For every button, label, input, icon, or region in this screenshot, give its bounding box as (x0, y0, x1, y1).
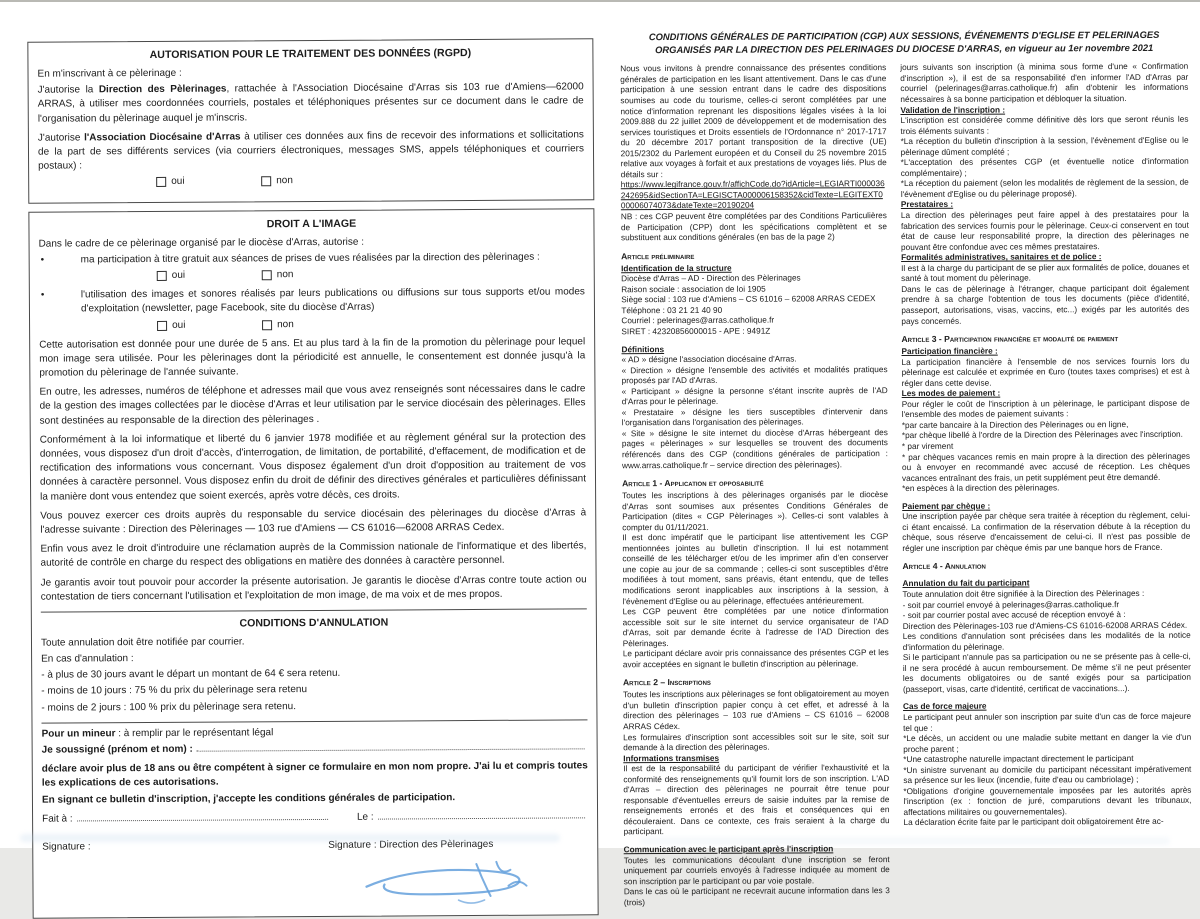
fait-a-label: Fait à : (42, 813, 73, 825)
option-oui (157, 318, 262, 333)
rgpd-intro: En m'inscrivant à ce pèlerinage : (37, 67, 182, 80)
option-non-label: non (277, 318, 294, 330)
option-oui (157, 268, 262, 283)
hyperlink-text: https://www.legifrance.gouv.fr/affichCode.do?idArticle=LEGIARTI000036242695&idSectionTA=LEGISCTA000006158352&cidTexte=LEGITEXT000006074073&dateTexte=20190204 (620, 179, 885, 211)
droit-image-paragraph: Cette autorisation est donnée pour une durée de 5 ans. Et au plus tard à la fin de la promotion du pèlerinage pour lequel mon image sera utilisée. Pour les pèlerinages dont la périodicité est annuelle, le consentement est donnée jusqu'à la promotion du pèlerinage de l'année suivante. (39, 336, 586, 379)
droit-image-paragraph: Vous pouvez exercer ces droits auprès du responsable du service diocésain des pèlerinages du diocèse d'Arras à l'adresse suivante : Direction des Pèlerinages — 103 rue d'Amiens — CS 61016—62008 ARRAS Cedex. (40, 507, 587, 536)
info-line: Téléphone : 03 21 21 40 90 (621, 305, 723, 316)
left-page-form (27, 38, 598, 919)
section-subheading: Paiement par chèque : (902, 501, 991, 511)
article-heading: Article 2 – Inscriptions (622, 677, 711, 688)
paragraph: *par chèque libellé à l'ordre de la Direction des Pèlerinages avec l'inscription. (901, 430, 1183, 441)
fait-a-line (42, 811, 331, 827)
paragraph: Le participant déclare avoir pris connaissance des présentes CGP et les avoir acceptées en signant le bulletin d'inscription au pèlerinage. (622, 648, 889, 670)
paragraph: NB : ces CGP peuvent être complétées par des Conditions Particulières de Participation (CPP) dont les spécifications complètent et se substituent aux conditions générales (en bas de la page 2) (620, 211, 887, 243)
conditions-column-2 (900, 62, 1192, 907)
section-subheading: Validation de l'inscription : (900, 105, 1006, 115)
signature-row (42, 837, 588, 911)
rgpd-paragraph-1 (38, 81, 584, 127)
paragraph: « Direction » désigne l'ensemble des activités et modalités pratiques proposés par l'AD d'Arras. (621, 364, 888, 386)
fill-in-dotted-line (378, 817, 585, 819)
declare-text (42, 760, 588, 792)
scan-edge (0, 0, 1200, 2)
paragraph: Une inscription payée par chèque sera traitée à réception du règlement, celui-ci étant encaissé. La confirmation de la réservation débute à la réception du chèque, sous réserve d'encaissement de celui-ci. Il n'est pas possible de régler une inscription par chèque émis par une banque hors de France. (902, 511, 1191, 553)
option-non (262, 317, 367, 332)
section-subheading: Définitions (621, 344, 665, 354)
droit-image-paragraph: Enfin vous avez le droit d'introduire une réclamation auprès de la Commission nationale de l'informatique et des libertés, autorité de contrôle en charge du respect des obligations en matière des données à caractère personnel. (40, 540, 587, 569)
rgpd-paragraph-2 (38, 128, 584, 174)
checkbox-non-icon (262, 270, 272, 280)
rgpd-consent-row (156, 173, 584, 190)
paragraph: Dans le cas de pèlerinage à l'étranger, chaque participant doit également prendre à sa charge l'obtention de tous les documents (pièce d'identité, passeport, autorisations, visas, vaccins, etc...) exigés par les autorités des pays concernés. (901, 283, 1190, 326)
info-line: Siège social : 103 rue d'Amiens – CS 61016 – 62008 ARRAS CEDEX (621, 294, 876, 305)
text-run-bold: Pour un mineur (41, 728, 116, 740)
annulation-section (41, 608, 588, 715)
section-subheading: Cas de force majeure (903, 702, 987, 712)
annulation-line: - moins de 10 jours : 75 % du prix du pèlerinage sera retenu (41, 684, 308, 698)
direction-signature-label: Signature : Direction des Pèlerinages (328, 838, 494, 851)
option-non (261, 174, 366, 189)
option-oui-label: oui (171, 269, 186, 281)
bullet-icon: • (40, 254, 45, 266)
paragraph: - soit par courriel envoyé à pelerinages@arras.catholique.fr (902, 599, 1120, 610)
accept-text (42, 790, 588, 808)
participant-signature-label: Signature : (42, 841, 91, 853)
option-non-label: non (276, 269, 294, 281)
checkbox-oui-icon (157, 320, 167, 330)
bullet-icon: • (40, 289, 45, 301)
text-run-bold: l'Association Diocésaine d'Arras (84, 131, 241, 144)
two-column-text (620, 62, 1192, 908)
fill-in-dotted-line (77, 819, 328, 822)
text-run-bold: Direction des Pèlerinages (98, 83, 227, 96)
paragraph: Toutes les communications découlant d'une inscription se feront uniquement par courriels envoyés à l'adresse indiquée au moment de son inscription par le participant ou par voie postale. (623, 854, 890, 886)
paragraph: *Un sinistre survenant au domicile du participant nécessitant impérativement sa présence sur les lieux (incendie, fuite d'eau ou cambriolage) ; (903, 764, 1192, 786)
section-subheading: Prestataires : (900, 200, 954, 210)
droit-image-paragraph: Je garantis avoir tout pouvoir pour accorder la présente autorisation. Je garantis le diocèse d'Arras contre toute action ou contestation de tiers concernant l'utilisation et l'exploitation de mon image, de ma voix et de mes propos. (40, 573, 587, 603)
article-heading: Article 1 - Application et opposabilité (622, 477, 764, 489)
paragraph: * par chèques vacances remis en main propre à la direction des pèlerinages ou à envoyer en recommandé avec accusé de réception. Les chèques vacances entraînant des frais, un petit supplément peut être demandé. (901, 451, 1191, 483)
article-heading: Article préliminaire (621, 250, 695, 261)
text-run: , rattachée à l'Association Diocésaine d'Arras sis 103 rue d'Amiens—62000 ARRAS, à utiliser mes coordonnées courriels, postales et téléphoniques présentes sur ce document dans le cadre de l'organisation du pèlerinage auquel je m'inscris. (37, 81, 584, 125)
info-line: Diocèse d'Arras – AD - Direction des Pèlerinages (621, 273, 801, 284)
paragraph: Toutes les inscriptions aux pèlerinages se font obligatoirement au moyen d'un bulletin d'inscription papier conçu à cet effet, et adressé à la direction des pèlerinages – 103 rue d'Amiens – CS 61016 – 62008 ARRAS Cédex. (622, 689, 890, 732)
conditions-column-1 (620, 63, 890, 908)
bullet1-consent-row (157, 266, 585, 283)
option-non-label: non (276, 175, 293, 187)
paragraph: Les CGP peuvent être complétées par une notice d'information accessible soit sur le site internet du service organisateur de l'AD d'Arras, soit par demande écrite à l'adresse de l'AD Direction des Pèlerinages. (622, 606, 889, 648)
paragraph: *en espèces à la direction des pèlerinages. (902, 483, 1060, 494)
paragraph: *Une catastrophe naturelle impactant directement le participant (903, 754, 1134, 765)
section-subheading: Informations transmises (623, 753, 720, 763)
paragraph: jours suivants son inscription (à minima sous forme d'une « Confirmation d'inscription »), il est de sa responsabilité d'en informer l'AD d'Arras par courriel (pelerinages@arras.catholique.fr) afin d'obtenir les informations nécessaires à sa bonne participation et débloquer la situation. (900, 62, 1189, 105)
paragraph: Il est de la responsabilité du participant de vérifier l'exhaustivité et la conformité des renseignements qu'il fournit lors de son inscription. L'AD d'Arras – direction des pèlerinages ne pourrait être tenue pour responsable d'éventuelles erreurs de saisie induites par la remise de renseignements erronés et des frais et conséquences qui en découleraient. Dans ce contexte, ces frais seraient à la charge du participant. (623, 763, 890, 837)
bullet-item-2 (39, 285, 585, 317)
info-line: Courriel : pelerinages@arras.catholique.fr (621, 315, 775, 326)
fait-le-row (42, 809, 588, 827)
paragraph: Toute annulation doit être signifiée à la Direction des Pèlerinages : (902, 588, 1145, 600)
scan-artifact (640, 837, 1170, 845)
paragraph: Il est à la charge du participant de se plier aux formalités de police, douanes et santé à tout moment du pèlerinage. (901, 262, 1190, 284)
mineur-lead (42, 724, 588, 742)
soussigne-label: Je soussigné (prénom et nom) : (41, 743, 193, 756)
option-oui (156, 175, 261, 190)
article-heading: Article 4 - Annulation (902, 561, 986, 572)
paragraph: Dans le cas où le participant ne recevrait aucune information dans les 3 (trois) (623, 886, 890, 907)
droit-image-intro: Dans le cadre de ce pèlerinage organisé par le diocèse d'Arras, autorise : (38, 236, 365, 250)
right-page-conditions (620, 29, 1192, 909)
paragraph: Le participant peut annuler son inscription par suite d'un cas de force majeure tel que : (903, 711, 1192, 733)
paragraph: *L'acceptation des présentes CGP (et éventuelle notice d'information complémentaire) ; (900, 157, 1189, 178)
paragraph: La déclaration écrite faite par le participant doit obligatoirement être ac- (903, 817, 1164, 828)
annulation-line: En cas d'annulation : (41, 653, 134, 665)
droit-image-title: DROIT A L'IMAGE (266, 217, 357, 230)
paragraph: La direction des pèlerinages peut faire appel à des prestataires pour la fabrication des services fournis pour le pèlerinage. Ceux-ci conservent en tout état de cause leur responsabilité propre, la direction des pèlerinages ne pouvant être confondue avec ces mêmes prestataires. (900, 209, 1190, 252)
paragraph: Direction des Pèlerinages-103 rue d'Amiens-CS 61016-62008 ARRAS Cédex. (902, 620, 1188, 631)
text-run: à utiliser ces données aux fins de recevoir des informations et sollicitations de la part de ses différents services (via courriers électroniques, messages SMS, appels téléphoniques et courriers postaux) : (37, 129, 585, 172)
option-oui-label: oui (171, 176, 185, 188)
bullet-item-1 (39, 250, 585, 268)
paragraph: *par carte bancaire à la Direction des Pèlerinages ou en ligne, (901, 419, 1129, 430)
paragraph: Il est donc impératif que le participant lise attentivement les CGP mentionnées jointes au bulletin d'inscription. Il lui est notamment conseillé de les télécharger et/ou de les imprimer afin d'en conserver une copie au jour de sa commande ; celles-ci sont susceptibles d'être modifiées à tout moment, sans préavis, étant entendu, que de telles modifications seront inapplicables aux inscriptions à la session, à l'évènement d'Eglise ou au pèlerinage, effectuées antérieurement. (622, 532, 889, 606)
paragraph: « Participant » désigne la personne s'étant inscrite auprès de l'AD d'Arras pour le pèlerinage. (621, 385, 888, 407)
bullet2-consent-row (157, 316, 585, 333)
paragraph: * par virement (901, 441, 954, 451)
article-heading: Article 3 - Participation financière et modalité de paiement (901, 333, 1119, 345)
bullet-text: l'utilisation des images et sonores réalisés par leurs publications ou diffusions sur tous supports et/ou modes d'exploitation (newsletter, page Facebook, site du diocèse d'Arras) (80, 286, 585, 315)
direction-signature-area (328, 837, 588, 909)
paragraph: Si le participant n'annule pas sa participation ou ne se présente pas à celle-ci, il ne sera procédé à aucun remboursement. De même s'il ne peut présenter les documents obligatoires ou de santé exigés pour sa participation (passeport, visas, carte d'identité, certificat de vaccinations...). (902, 652, 1191, 694)
cgp-title: CONDITIONS GÉNÉRALES DE PARTICIPATION (CGP) AUX SESSIONS, ÉVÉNEMENTS D'EGLISE ET PELERINAGES ORGANISÉS PAR LA DIRECTION DES PELERINAGES DU DIOCESE D'ARRAS, en vigueur au 1er novembre 2021 (648, 28, 1160, 55)
annulation-line: - moins de 2 jours : 100 % prix du pèlerinage sera retenu. (41, 700, 297, 714)
text-run: J'autorise la (37, 84, 99, 96)
scan-artifact (20, 834, 560, 842)
paragraph: *Obligations d'origine gouvernementale imposées par les autorités après l'inscription (ex : fonction de juré, comparutions devant les tribunaux, affectations militaires ou gouvernementales). (903, 785, 1192, 817)
option-non (262, 268, 367, 283)
handwritten-signature (358, 856, 548, 909)
section-subheading: Les modes de paiement : (901, 388, 1001, 399)
droit-image-paragraph: Conformément à la loi informatique et liberté du 6 janvier 1978 modifiée et au règlement général sur la protection des données, vous disposez d'un droit d'accès, d'interrogation, de limitation, de portabilité, d'effacement, de modification et de rectification des informations vous concernant. Vous disposez également d'un droit d'opposition au traitement de vos données à caractère personnel. Vous disposez enfin du droit de définir des directives générales et particulières définissant la manière dont vous entendez que soient exercés, après votre décès, ces droits. (39, 431, 587, 503)
checkbox-oui-icon (156, 177, 166, 187)
text-run-bold: déclare avoir plus de 18 ans ou être compétent à signer ce formulaire en mon nom propre. J'ai lu et compris toutes les explications de ces autorisations. (41, 760, 588, 790)
paragraph: « Site » désigne le site internet du diocèse d'Arras hébergeant des pages « pèlerinages » sur lesquelles se trouvent des documents référencés dans des CGP (conditions générales de participation : www.arras.catholique.fr – service direction des pèlerinages). (621, 427, 888, 470)
paragraph: *La réception du paiement (selon les modalités de règlement de la session, de l'évènement d'Eglise ou du pèlerinage proposé). (900, 178, 1189, 199)
rgpd-title: AUTORISATION POUR LE TRAITEMENT DES DONNÉES (RGPD) (149, 47, 472, 61)
le-label: Le : (356, 811, 374, 823)
paragraph: « AD » désigne l'association diocésaine d'Arras. (621, 354, 797, 365)
le-line (357, 809, 588, 825)
paragraph: L'inscription est considérée comme définitive dès lors que seront réunis les trois éléments suivants : (900, 114, 1189, 136)
checkbox-non-icon (262, 320, 272, 330)
checkbox-non-icon (261, 177, 271, 187)
option-oui-label: oui (172, 319, 186, 331)
paragraph: *La réception du bulletin d'inscription à la session, l'évènement d'Eglise ou le pèlerinage dûment complété ; (900, 135, 1189, 157)
fill-in-dotted-line (197, 748, 585, 751)
info-line: Raison sociale : association de loi 1905 (621, 284, 766, 295)
text-run: J'autorise (37, 132, 85, 144)
paragraph: Nous vous invitons à prendre connaissance des présentes conditions générales de participation en les lisant attentivement. Dans le cas d'une participation à une session entrant dans le cadre des dispositions soumises au code du tourisme, celles-ci seront complétées par une notice d'information reprenant les dispositions légales visées à la loi 2009.888 du 22 juillet 2009 de développement et de modernisation des services touristiques et Droits essentiels de l'Ordonnance n° 2017-1717 du 20 décembre 2017 portant transposition de la directive (UE) 2015/2302 du Parlement européen et du Conseil du 25 novembre 2015 relative aux voyages à forfait et aux prestations de voyages liés. Plus de détails sur : (620, 63, 887, 180)
paragraph: Les formulaires d'inscription sont accessibles soit sur le site, soit sur demande à la direction des pèlerinages. (623, 731, 890, 753)
paragraph: - soit par courrier postal avec accusé de réception envoyé à : (902, 610, 1126, 621)
annulation-line: - à plus de 30 jours avant le départ un montant de 64 € sera retenu. (41, 668, 341, 681)
section-subheading: Annulation du fait du participant (902, 578, 1030, 589)
soussigne-line (42, 740, 588, 758)
section-subheading: Communication avec le participant après l'inscription (623, 844, 834, 855)
droit-image-section (28, 208, 598, 919)
section-subheading: Formalités administratives, sanitaires et de police : (901, 252, 1102, 263)
rgpd-section (27, 38, 594, 203)
annulation-title: CONDITIONS D'ANNULATION (239, 616, 389, 630)
text-run-bold: En signant ce bulletin d'inscription, j'accepte les conditions générales de participation. (41, 791, 456, 806)
bullet-text: ma participation à titre gratuit aux séances de prises de vues réalisées par la direction des pèlerinages : (80, 251, 540, 266)
paragraph: Les conditions d'annulation sont précisées dans les modalités de la notice d'information du pèlerinage. (902, 630, 1191, 652)
droit-image-paragraph: En outre, les adresses, numéros de téléphone et adresses mail que vous avez renseignés sont nécessaires dans le cadre de la gestion des images collectées par le diocèse d'Arras et leur utilisation par le service diocésain des pèlerinages. Elles sont destinées au responsable de la direction des pèlerinages . (39, 383, 586, 427)
paragraph: « Prestataire » désigne les tiers susceptibles d'intervenir dans l'organisation dans l'organisation des pèlerinages. (621, 406, 888, 428)
paragraph: La participation financière à l'ensemble de nos services fournis lors du pèlerinage est calculée et exprimée en €uro (toutes taxes comprises) et est à régler dans cette devise. (901, 356, 1190, 388)
checkbox-oui-icon (157, 271, 167, 281)
mineur-section (41, 719, 588, 911)
paragraph: Toutes les inscriptions à des pèlerinages organisés par le diocèse d'Arras sont soumises aux présentes Conditions Générales de Participation (dites « CGP Pèlerinages »). Celles-ci sont valables à compter du 01/11/2021. (622, 490, 889, 532)
text-run: : à remplir par le représentant légal (115, 727, 274, 740)
section-subheading: Participation financière : (901, 346, 998, 357)
section-subheading: Identification de la structure (621, 263, 732, 273)
paragraph: *Le décès, un accident ou une maladie subite mettant en danger la vie d'un proche parent ; (903, 732, 1192, 754)
info-line: SIRET : 42320856000015 - APE : 9491Z (621, 326, 771, 337)
paragraph: Pour régler le coût de l'inscription à un pèlerinage, le participant dispose de l'ensemble des modes de paiement suivants : (901, 398, 1190, 420)
annulation-line: Toute annulation doit être notifiée par courrier. (40, 636, 245, 649)
